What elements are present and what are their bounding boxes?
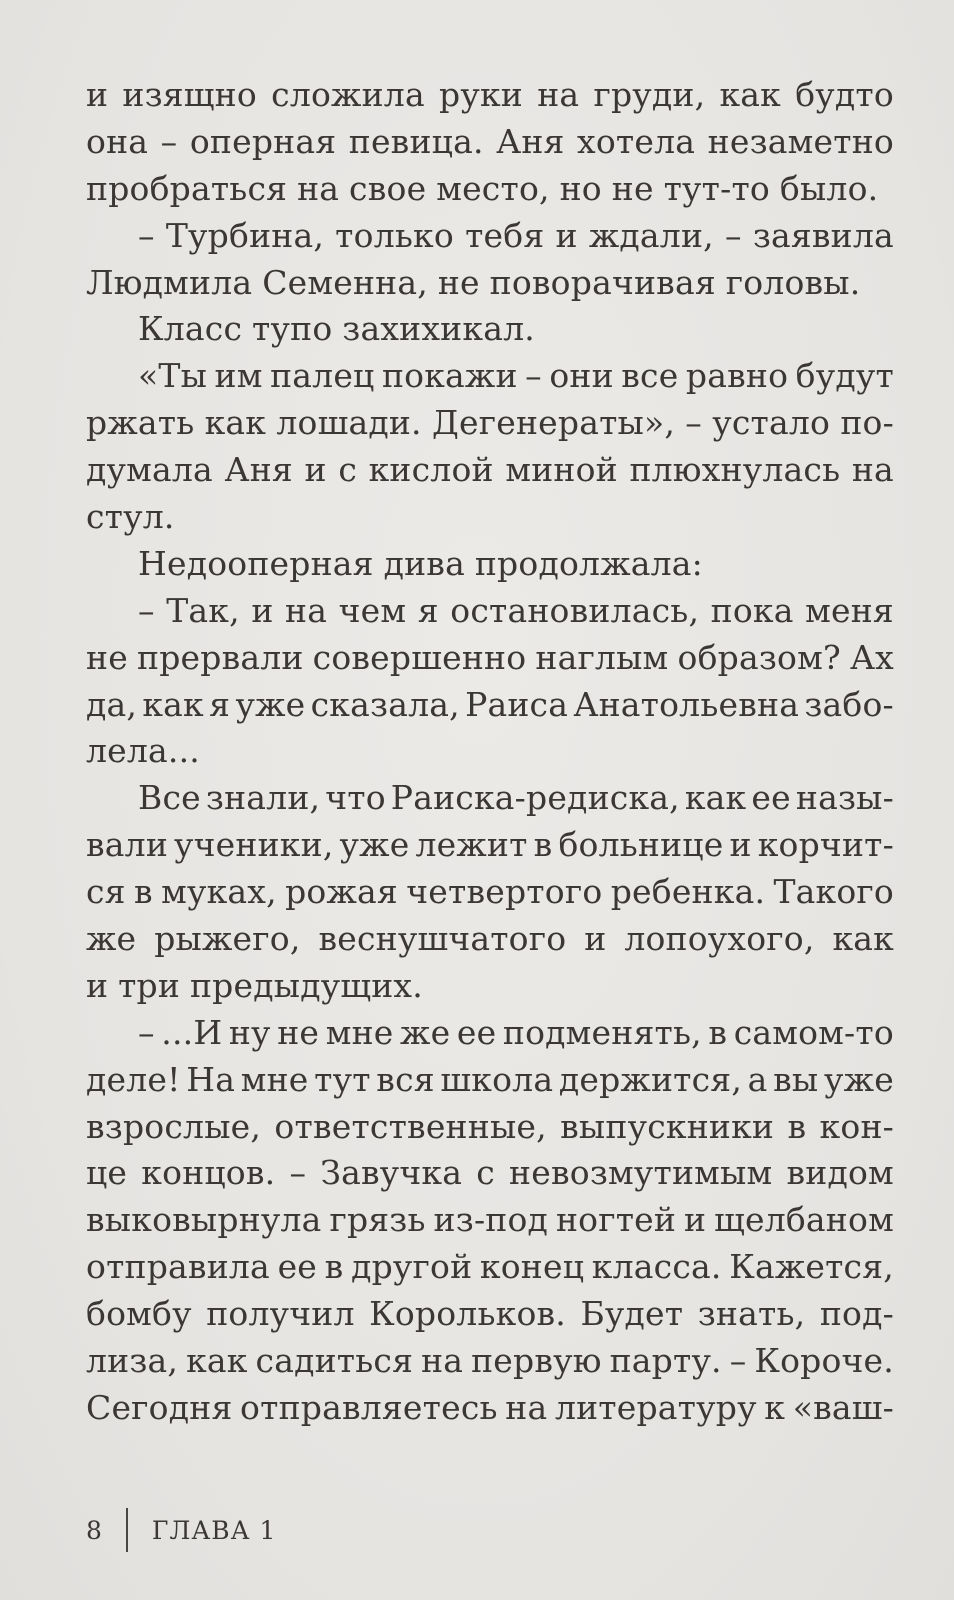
word: литературу: [554, 1387, 757, 1427]
word: пока: [710, 590, 794, 630]
text-line: [86, 916, 894, 963]
word: Недооперная: [138, 543, 374, 583]
word: держится,: [558, 1059, 743, 1099]
word: незаметно: [707, 121, 894, 161]
word: ответственные,: [274, 1106, 547, 1146]
word: груди,: [593, 75, 706, 114]
word: лежит: [415, 825, 528, 865]
word: отправила: [86, 1247, 270, 1287]
word: им: [214, 356, 263, 396]
word: меня: [805, 590, 894, 630]
word: и: [684, 1200, 707, 1240]
word: они: [549, 356, 614, 396]
word: из-под: [433, 1200, 549, 1240]
word: выковырнула: [86, 1200, 322, 1240]
word: –: [138, 1012, 155, 1052]
text-line: [86, 353, 894, 400]
word: дива: [383, 543, 465, 583]
word: совершенно: [312, 637, 527, 677]
text-line: [86, 1104, 894, 1151]
word: Короче.: [754, 1341, 894, 1381]
word: ся: [86, 872, 126, 912]
word: «ваш-: [792, 1387, 894, 1427]
word: конец: [479, 1247, 585, 1287]
word: Так,: [166, 590, 240, 630]
word: не: [277, 1012, 320, 1052]
word: ребенка.: [610, 872, 766, 912]
word: бомбу: [86, 1294, 192, 1334]
word: –: [729, 1341, 747, 1381]
page-number: 8: [86, 1515, 102, 1545]
word: оперная: [189, 121, 337, 161]
word: ученики,: [174, 825, 334, 865]
word: место,: [436, 168, 550, 208]
word: как: [684, 778, 747, 818]
footer-divider: [126, 1508, 128, 1552]
word: плюхнулась: [629, 450, 841, 490]
text-line: [86, 963, 894, 1010]
word: но: [559, 168, 602, 208]
word: муках,: [161, 872, 277, 912]
word: что: [325, 778, 386, 818]
word: вали: [86, 825, 169, 865]
word: тут-то: [663, 168, 770, 208]
word: Завучка: [320, 1153, 463, 1193]
word: корчит-: [757, 825, 894, 865]
word: парту.: [609, 1341, 722, 1381]
word: уже: [235, 684, 306, 724]
word: –: [289, 1153, 307, 1193]
word: и: [251, 590, 274, 630]
word: отправляетесь: [240, 1387, 498, 1427]
text-line: [86, 447, 894, 494]
word: певица.: [348, 121, 484, 161]
word: уже: [824, 1059, 894, 1099]
word: ну: [228, 1012, 271, 1052]
word: Сегодня: [86, 1387, 233, 1427]
word: концов.: [141, 1153, 276, 1193]
text-line: [86, 72, 894, 119]
word: на: [851, 450, 894, 490]
word: щелбаном: [714, 1200, 894, 1240]
word: пробраться: [86, 168, 288, 208]
word: на: [537, 75, 580, 114]
text-line: [86, 775, 894, 822]
word: кон-: [819, 1106, 894, 1146]
word: Анатольевна: [573, 684, 800, 724]
word: первую: [471, 1341, 602, 1381]
word: другой: [351, 1247, 473, 1287]
word: свое: [349, 168, 427, 208]
word: видом: [786, 1153, 894, 1193]
word: все: [621, 356, 679, 396]
word: забо-: [804, 684, 894, 724]
word: равно: [685, 356, 789, 396]
word: стул.: [86, 497, 175, 537]
word: как: [719, 75, 782, 114]
text-line: [86, 822, 894, 869]
text-line: [86, 1244, 894, 1291]
word: ее: [277, 1247, 318, 1287]
word: Кажется,: [729, 1247, 894, 1287]
word: по-: [840, 403, 894, 443]
word: с: [338, 450, 357, 490]
word: На: [186, 1059, 236, 1099]
word: миной: [505, 450, 618, 490]
text-line: [86, 260, 894, 307]
word: Класс: [138, 309, 243, 349]
word: взрослые,: [86, 1106, 262, 1146]
word: ржать: [86, 403, 195, 443]
text-line: [86, 728, 894, 775]
text-line: [86, 588, 894, 635]
word: же: [400, 1012, 451, 1052]
word: Такого: [773, 872, 894, 912]
word: деле!: [86, 1059, 181, 1099]
text-line: [86, 541, 894, 588]
body-text: [86, 72, 894, 1432]
word: рожая: [285, 872, 398, 912]
word: на: [421, 1341, 464, 1381]
word: ждали,: [588, 215, 714, 255]
word: предыдущих.: [189, 965, 423, 1005]
word: а: [747, 1059, 768, 1099]
word: веснушчатого: [318, 919, 567, 959]
word: продолжала:: [474, 543, 703, 583]
word: выпускники: [560, 1106, 775, 1146]
word: класса.: [591, 1247, 722, 1287]
word: было.: [779, 168, 879, 208]
text-line: [86, 306, 894, 353]
word: поворачивая: [489, 262, 716, 302]
word: Аня: [496, 121, 565, 161]
word: це: [86, 1153, 128, 1193]
text-line: [86, 1291, 894, 1338]
word: будут: [795, 356, 894, 396]
word: в: [708, 1012, 728, 1052]
word: тебя: [465, 215, 545, 255]
word: тут: [314, 1059, 371, 1099]
word: ее: [751, 778, 791, 818]
word: она: [86, 121, 149, 161]
word: как: [832, 919, 894, 959]
word: садиться: [255, 1341, 414, 1381]
word: мне: [325, 1012, 394, 1052]
word: я: [417, 590, 439, 630]
chapter-label: ГЛАВА 1: [151, 1515, 277, 1545]
word: Дегенераты»,: [431, 403, 676, 443]
word: головы.: [725, 262, 861, 302]
word: –: [724, 215, 742, 255]
word: сказала,: [310, 684, 460, 724]
word: тупо: [252, 309, 333, 349]
word: лошади.: [276, 403, 422, 443]
word: остановилась,: [450, 590, 700, 630]
word: уже: [339, 825, 410, 865]
word: покажи: [381, 356, 518, 396]
word: и: [86, 75, 109, 114]
text-line: [86, 682, 894, 729]
word: ...И: [161, 1012, 223, 1052]
text-line: [86, 635, 894, 682]
word: я: [209, 684, 231, 724]
word: хотела: [577, 121, 696, 161]
word: как: [204, 403, 267, 443]
word: в: [533, 825, 553, 865]
word: в: [134, 872, 153, 912]
word: Все: [138, 778, 201, 818]
word: захихикал.: [342, 309, 535, 349]
word: невозмутимым: [509, 1153, 773, 1193]
text-line: [86, 1010, 894, 1057]
word: прервали: [137, 637, 304, 677]
word: подменять,: [502, 1012, 702, 1052]
word: рыжего,: [154, 919, 301, 959]
word: больнице: [558, 825, 724, 865]
word: кислой: [368, 450, 494, 490]
word: Турбина,: [165, 215, 325, 255]
word: Раиска-редиска,: [390, 778, 680, 818]
word: «Ты: [138, 356, 208, 396]
word: Аня: [224, 450, 293, 490]
word: и: [584, 919, 607, 959]
word: ногтей: [555, 1200, 677, 1240]
word: же: [86, 919, 137, 959]
word: наглым: [535, 637, 669, 677]
word: и: [86, 965, 109, 1005]
word: вся: [376, 1059, 435, 1099]
word: Корольков.: [369, 1294, 566, 1334]
word: лиза,: [86, 1341, 179, 1381]
text-line: [86, 1197, 894, 1244]
word: и: [729, 825, 752, 865]
word: не: [437, 262, 480, 302]
word: как: [186, 1341, 248, 1381]
word: Людмила: [86, 262, 253, 302]
word: ее: [456, 1012, 497, 1052]
word: устало: [712, 403, 831, 443]
word: четвертого: [406, 872, 603, 912]
text-line: [86, 213, 894, 260]
word: и: [304, 450, 327, 490]
word: получил: [206, 1294, 355, 1334]
word: Раиса: [465, 684, 569, 724]
text-line: [86, 1385, 894, 1432]
word: на: [285, 590, 328, 630]
text-line: [86, 869, 894, 916]
word: самом-то: [733, 1012, 894, 1052]
text-line: [86, 166, 894, 213]
word: –: [685, 403, 702, 443]
page-footer: [86, 1508, 276, 1552]
word: изящно: [122, 75, 257, 114]
word: только: [335, 215, 454, 255]
word: вы: [773, 1059, 819, 1099]
word: не: [86, 637, 128, 677]
word: к: [764, 1387, 786, 1427]
word: Будет: [580, 1294, 684, 1334]
word: руки: [439, 75, 523, 114]
word: палец: [270, 356, 375, 396]
word: под-: [819, 1294, 894, 1334]
word: и: [555, 215, 578, 255]
word: –: [138, 215, 155, 255]
word: будто: [795, 75, 894, 114]
word: сложила: [271, 75, 425, 114]
text-line: [86, 119, 894, 166]
word: на: [505, 1387, 548, 1427]
word: Семенна,: [262, 262, 428, 302]
word: с: [476, 1153, 495, 1193]
word: в: [324, 1247, 344, 1287]
word: как: [142, 684, 204, 724]
text-line: [86, 1338, 894, 1385]
word: знали,: [205, 778, 321, 818]
word: не: [611, 168, 654, 208]
word: в: [787, 1106, 807, 1146]
word: лела...: [86, 731, 200, 771]
word: –: [160, 121, 178, 161]
word: школа: [440, 1059, 554, 1099]
word: мне: [240, 1059, 309, 1099]
word: да,: [86, 684, 138, 724]
word: думала: [86, 450, 213, 490]
word: чем: [338, 590, 407, 630]
word: на: [297, 168, 340, 208]
word: назы-: [795, 778, 894, 818]
word: Ах: [849, 637, 894, 677]
word: знать,: [697, 1294, 806, 1334]
word: грязь: [329, 1200, 426, 1240]
word: заявила: [752, 215, 894, 255]
word: –: [525, 356, 542, 396]
text-line: [86, 1057, 894, 1104]
word: три: [118, 965, 181, 1005]
text-line: [86, 1150, 894, 1197]
word: –: [138, 590, 155, 630]
word: лопоухого,: [624, 919, 815, 959]
text-line: [86, 400, 894, 447]
word: образом?: [677, 637, 841, 677]
text-line: [86, 494, 894, 541]
